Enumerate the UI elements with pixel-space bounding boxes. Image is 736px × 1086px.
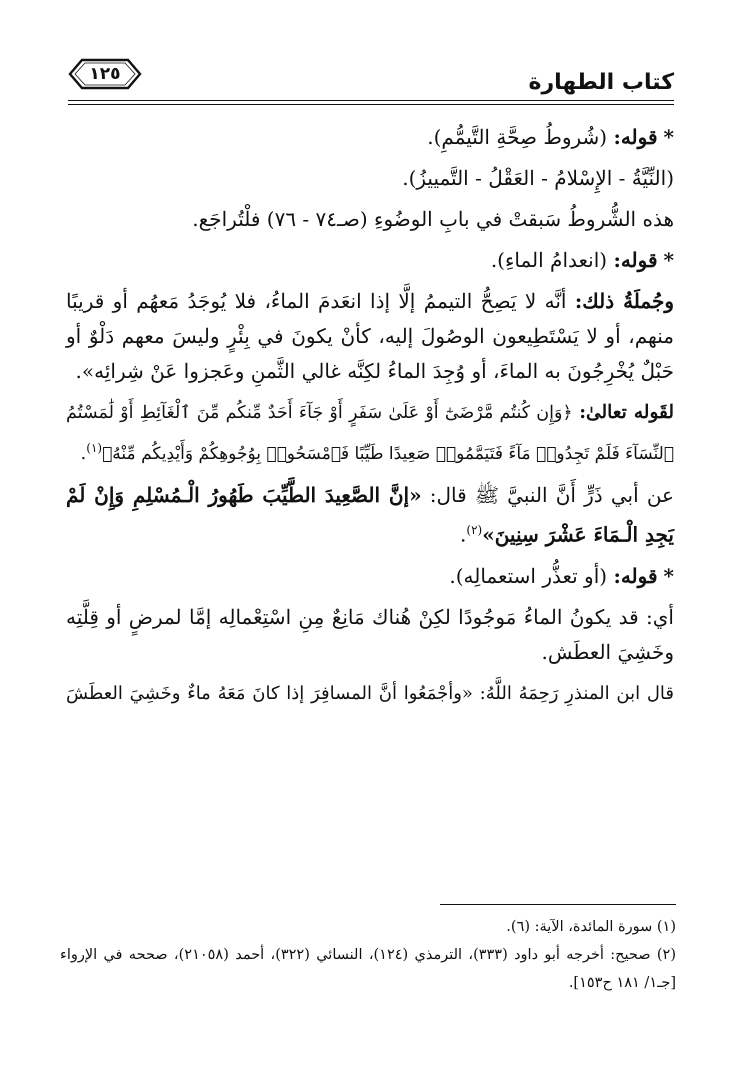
- hadith-text: يَجِدِ الْـمَاءَ عَشْرَ سِنِينَ»: [482, 522, 674, 547]
- header-rule: [68, 100, 674, 101]
- line-text: (انعدامُ الماءِ).: [490, 248, 608, 272]
- lead-phrase: وجُملَةُ ذلك:: [574, 289, 675, 313]
- line-end: .: [460, 522, 467, 547]
- quote-label: قوله:: [613, 248, 658, 272]
- text-line-8: [66, 399, 674, 427]
- text-line-10: [66, 482, 674, 509]
- text-line-7: [66, 358, 674, 385]
- footnotes: [60, 916, 676, 1000]
- text-line-3: [66, 206, 674, 233]
- quote-label: قوله:: [613, 563, 658, 588]
- text-line-6: [66, 323, 674, 350]
- text-line-14: [66, 639, 674, 666]
- footnote-2: (٢) صحيح: أخرجه أبو داود (٣٣٣)، الترمذي (١٢٤)، النسائي (٣٢٢)، أحمد (٢١٠٥٨)، صححه في الإرواء: [60, 947, 677, 963]
- page-header: [68, 52, 674, 100]
- line-text: هذه الشُّروطُ سَبقتْ في بابِ الوضُوءِ (صـ٧٤ - ٧٦) فلْتُراجَع.: [192, 207, 674, 231]
- line-text: وخَشِيَ العطَش.: [541, 639, 674, 664]
- text-line-5: [66, 288, 674, 315]
- line-text: (أو تعذُّر استعمالِه).: [449, 563, 608, 588]
- footnote-separator: [440, 904, 676, 905]
- quote-label: قوله:: [613, 125, 658, 149]
- main-text: [66, 124, 674, 721]
- bullet-star: *: [663, 563, 674, 588]
- lead-phrase: عن أبي ذَرٍّ أَنَّ النبيَّ ﷺ قال:: [429, 483, 674, 507]
- quran-verse: ٱلنِّسَآءَ فَلَمْ تَجِدُوا۟ مَآءً فَتَيَمَّمُوا۟ صَعِيدًا طَيِّبًا فَٱمْسَحُوا۟ بِوُجُوهِكُمْ وَأَيْدِيكُم مِّنْهُ﴾: [102, 444, 674, 464]
- footnote-ref: (١): [86, 441, 103, 455]
- bullet-star: *: [663, 125, 674, 149]
- bullet-star: *: [663, 248, 674, 272]
- text-line-9: [66, 435, 674, 468]
- line-text: (شُروطُ صِحَّةِ التَّيمُّمِ).: [427, 125, 608, 149]
- text-line-15: [66, 680, 674, 707]
- line-text: أي: قد يكونُ الماءُ مَوجُودًا لكِنْ هُناك مَانِعٌ مِنِ اسْتِعْمالِه إمَّا لمرضٍ أو قِلَّتِه: [66, 604, 674, 629]
- text-line-11: [66, 517, 674, 549]
- page-number-badge: [68, 58, 142, 90]
- text-line-2: [66, 165, 674, 192]
- footnote-ref: (٢): [466, 523, 483, 537]
- text-line-1: [66, 124, 674, 151]
- header-rule-thin: [68, 104, 674, 105]
- line-text: قال ابن المنذرِ رَحِمَهُ اللَّهُ: «وأجْمَعُوا أنَّ المسافِرَ إذا كانَ مَعَهُ ماءٌ وخَشِيَ العطَشَ: [66, 682, 674, 704]
- book-title: كتاب الطهارة: [528, 70, 674, 95]
- line-end: .: [80, 443, 87, 464]
- quran-verse: ﴿وَإِن كُنتُم مَّرْضَىٰٓ أَوْ عَلَىٰ سَفَرٍ أَوْ جَآءَ أَحَدٌ مِّنكُم مِّنَ ٱلْغَآئِطِ أَوْ لَٰمَسْتُمُ: [66, 403, 573, 423]
- text-line-12: [66, 563, 674, 590]
- page-number: ١٢٥: [89, 64, 121, 84]
- text-line-4: [66, 247, 674, 274]
- hadith-text: «إنَّ الصَّعِيدَ الطَّيِّبَ طَهُورُ الْـمُسْلِمِ وَإِنْ لَمْ: [66, 483, 422, 507]
- line-text: حَبْلٌ يُخْرِجُونَ به الماءَ، أو وُجِدَ الماءُ لكِنَّه غالي الثَّمنِ وعَجزوا عَنْ شِرائِه».: [75, 359, 674, 383]
- line-text: منهم، أو لا يَسْتَطِيعون الوصُولَ إليه، كأنْ يكونَ في بِئْرٍ وليسَ معهم دَلْوٌ أو: [66, 324, 674, 348]
- line-text: (النِّيَّةُ - الإِسْلامُ - العَقْلُ - التَّمييزُ).: [402, 166, 674, 190]
- line-text: أنَّه لا يَصِحُّ التيممُ إلَّا إذا انعَدمَ الماءُ، فلا يُوجَدُ مَعهُم أو قريبًا: [66, 289, 567, 313]
- footnote-1: (١) سورة المائدة، الآية: (٦).: [506, 919, 676, 935]
- footnote-2-continued: [جـ١/ ١٨١ ح١٥٣].: [568, 975, 676, 991]
- text-line-13: [66, 604, 674, 631]
- lead-phrase: لقَوله تعالىٰ:: [579, 402, 674, 423]
